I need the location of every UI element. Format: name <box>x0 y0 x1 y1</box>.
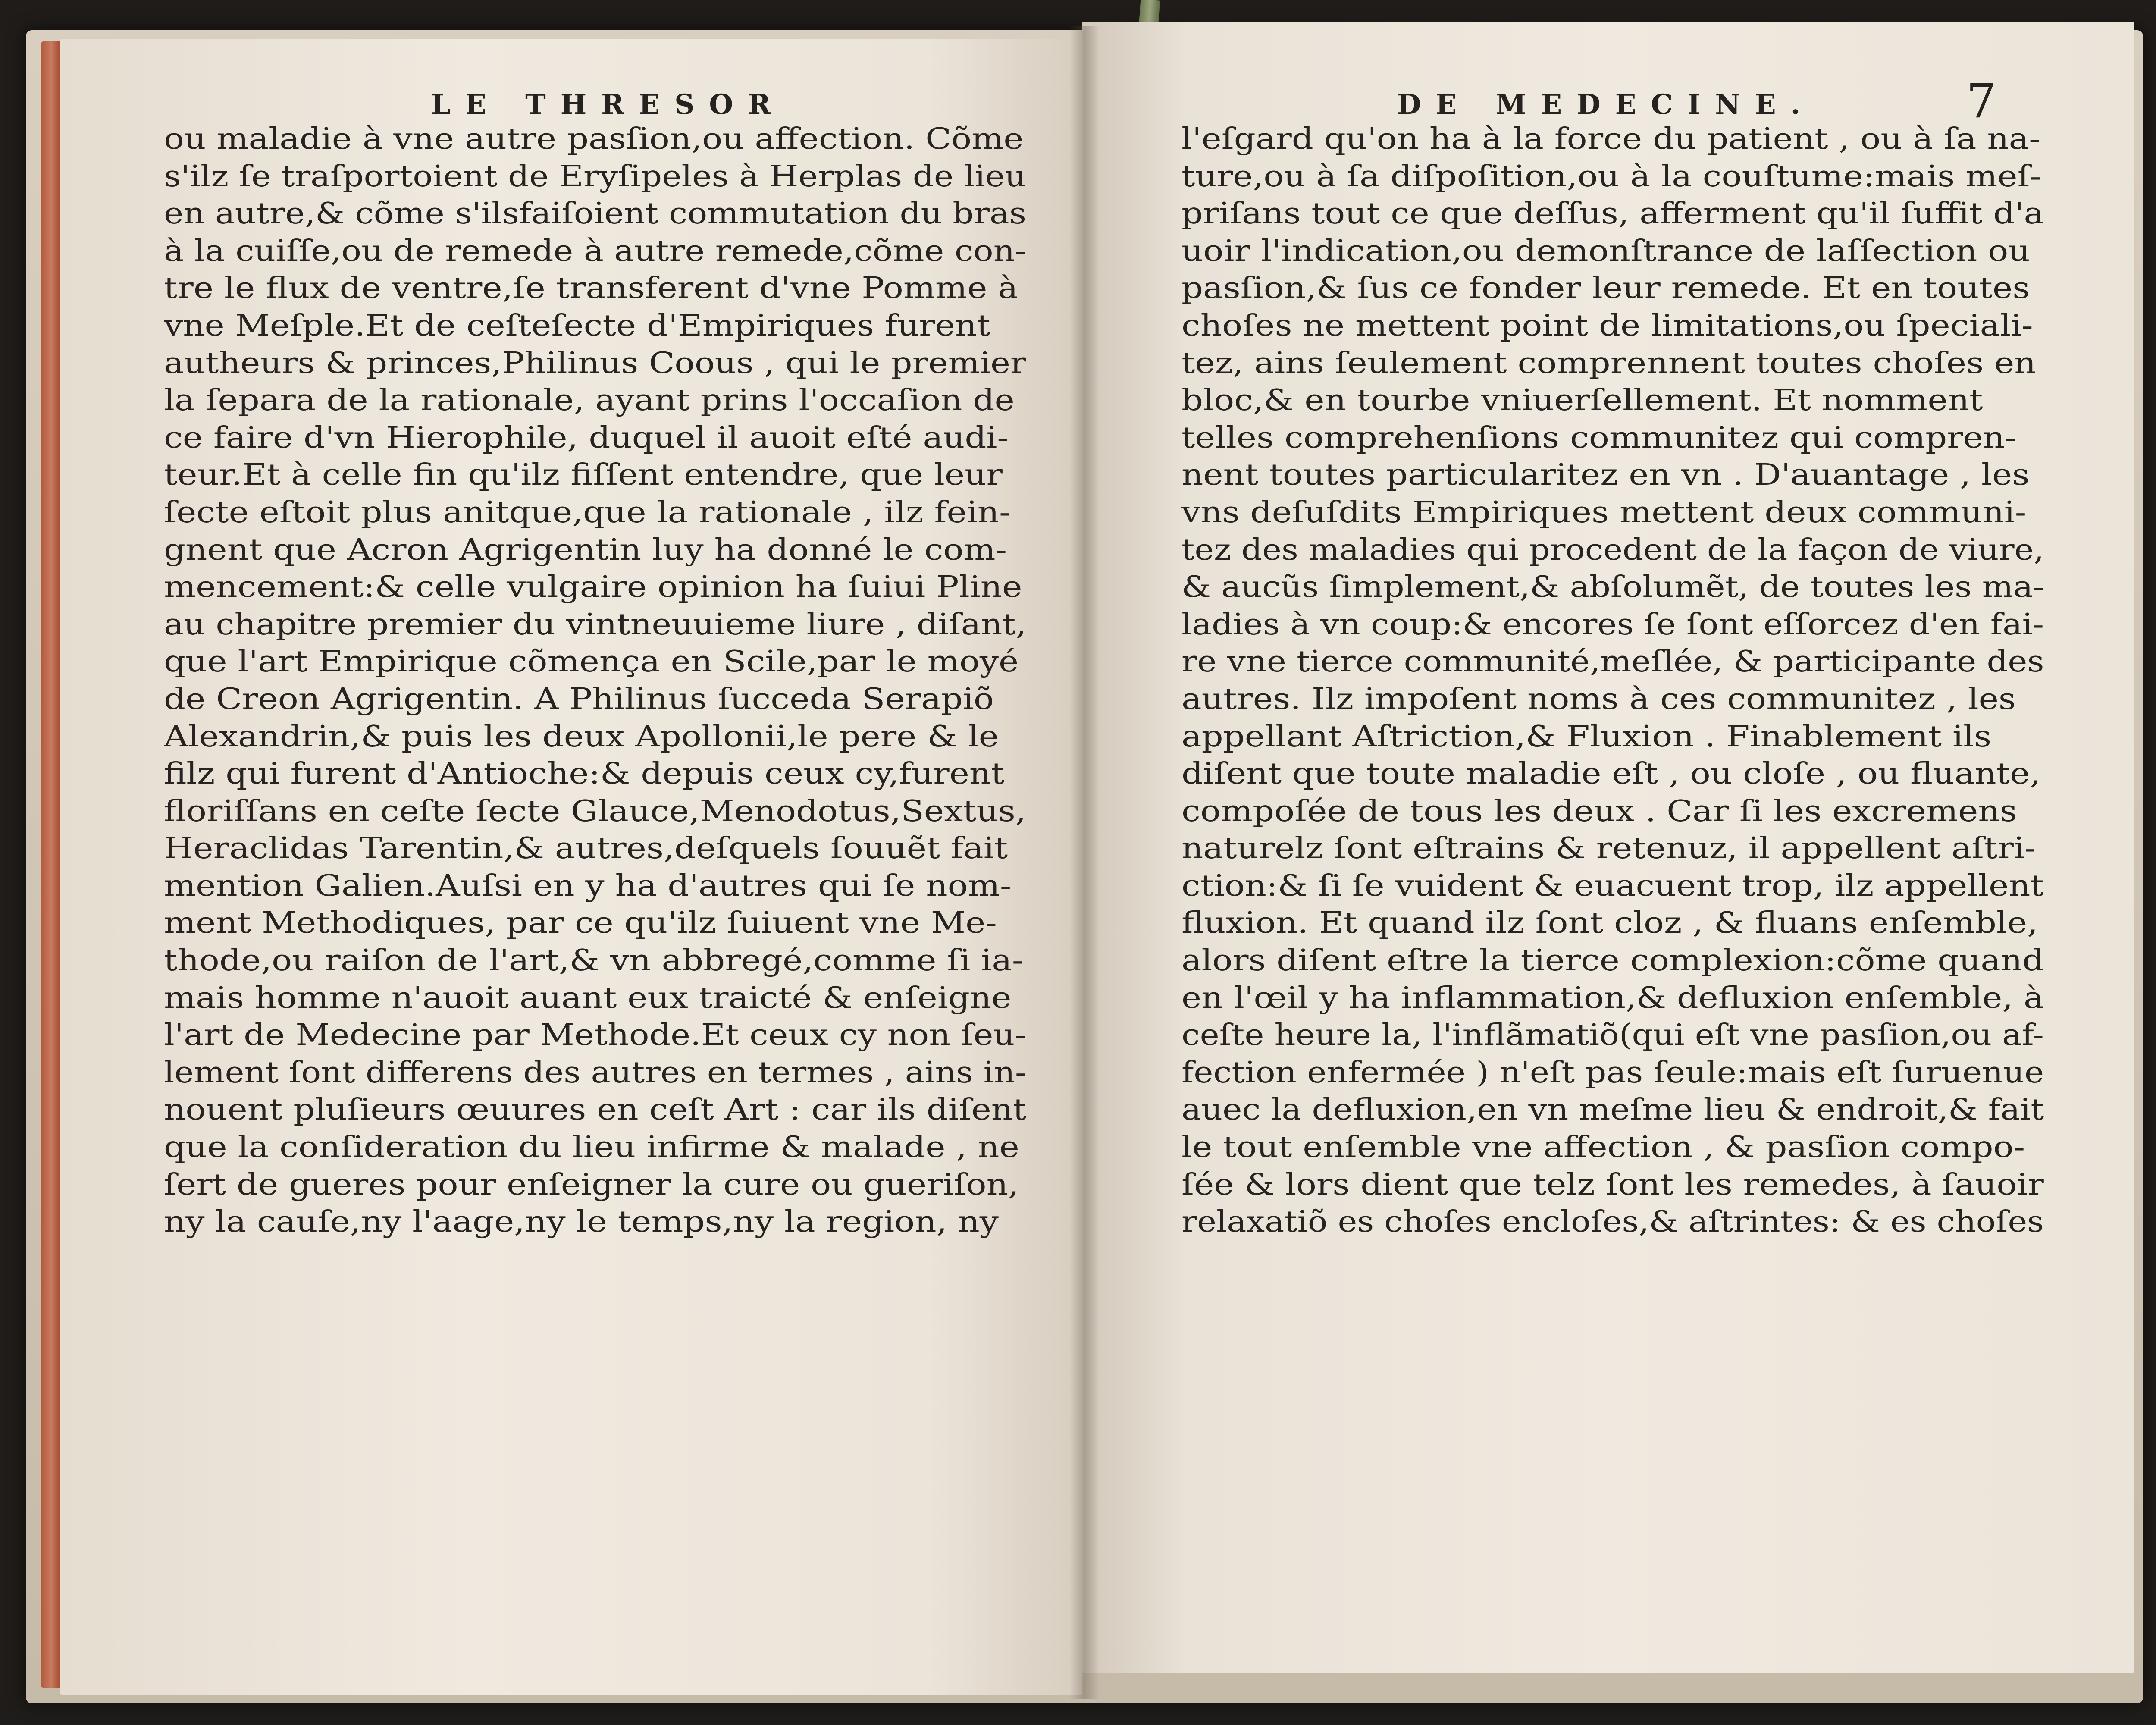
text-line: compoſée de tous les deux . Car ſi les excremens <box>1181 794 2017 828</box>
text-line: ſecte eſtoit plus anitque,que la rationale , ilz fein- <box>164 495 1011 530</box>
text-line: la ſepara de la rationale, ayant prins l'occaſion de <box>164 383 1015 418</box>
text-line: thode,ou raiſon de l'art,& vn abbregé,comme ſi ia- <box>164 944 1024 978</box>
text-line: fection enfermée ) n'eſt pas ſeule:mais eſt ſuruenue <box>1181 1055 2044 1090</box>
text-line: que la conſideration du lieu infirme & malade , ne <box>164 1130 1019 1165</box>
left-running-head: LE THRESOR <box>431 88 786 121</box>
left-page-text <box>164 121 1026 1484</box>
text-line: floriſſans en ceſte ſecte Glauce,Menodotus,Sextus, <box>164 794 1026 828</box>
text-line: à la cuiſſe,ou de remede à autre remede,cõme con- <box>164 234 1026 268</box>
book-gutter <box>1069 26 1100 1699</box>
text-line: gnent que Acron Agrigentin luy ha donné le com- <box>164 533 1007 567</box>
text-line: vne Meſple.Et de ceſteſecte d'Empiriques furent <box>164 308 990 343</box>
text-line: uoir l'indication,ou demonſtrance de laſſection ou <box>1181 234 2030 268</box>
text-line: fluxion. Et quand ilz ſont cloz , & fluans enſemble, <box>1181 906 2038 941</box>
text-line: ceſte heure la, l'inflãmatiõ(qui eſt vne pasſion,ou af- <box>1181 1018 2044 1053</box>
text-line: alors diſent eſtre la tierce complexion:cõme quand <box>1181 944 2044 978</box>
text-line: en autre,& cõme s'ilsfaiſoient commutation du bras <box>164 197 1026 231</box>
text-line: ſée & lors dient que telz ſont les remedes, à ſauoir <box>1181 1167 2044 1202</box>
text-line: mencement:& celle vulgaire opinion ha ſuiui Pline <box>164 570 1022 605</box>
text-line: filz qui furent d'Antioche:& depuis ceux cy,furent <box>164 757 1005 791</box>
text-line: relaxatiõ es choſes encloſes,& aſtrintes: & es choſes <box>1181 1205 2044 1239</box>
text-line: ment Methodiques, par ce qu'ilz ſuiuent vne Me- <box>164 906 997 941</box>
text-line: telles comprehenſions communitez qui compren- <box>1181 420 2016 455</box>
text-line: que l'art Empirique cõmença en Scile,par le moyé <box>164 645 1019 679</box>
text-line: tre le flux de ventre,ſe transferent d'vne Pomme à <box>164 271 1018 306</box>
text-line: ce faire d'vn Hierophile, duquel il auoit eſté audi- <box>164 420 1009 455</box>
text-line: naturelz ſont eſtrains & retenuz, il appellent aſtri- <box>1181 831 2036 866</box>
text-line: tez des maladies qui procedent de la façon de viure, <box>1181 533 2044 567</box>
text-line: ou maladie à vne autre pasſion,ou affection. Cõme <box>164 122 1024 156</box>
text-line: de Creon Agrigentin. A Philinus ſucceda Serapiõ <box>164 682 994 716</box>
right-page-text <box>1181 121 2044 1484</box>
text-line: & aucũs ſimplement,& abſolumẽt, de toutes les ma- <box>1181 570 2044 605</box>
text-line: nouent pluſieurs œuures en ceſt Art : car ils diſent <box>164 1093 1026 1127</box>
text-line: s'ilz ſe traſportoient de Eryſipeles à Herplas de lieu <box>164 159 1026 194</box>
text-line: ladies à vn coup:& encores ſe ſont eſſorcez d'en fai- <box>1181 607 2044 642</box>
right-running-head: DE MEDECINE. <box>1397 88 1815 121</box>
text-line: diſent que toute maladie eſt , ou cloſe , ou fluante, <box>1181 757 2041 791</box>
text-line: lement ſont differens des autres en termes , ains in- <box>164 1055 1026 1090</box>
text-line: mais homme n'auoit auant eux traicté & enſeigne <box>164 981 1012 1015</box>
text-line: ction:& ſi ſe vuident & euacuent trop, ilz appellent <box>1181 869 2044 903</box>
text-line: le tout enſemble vne affection , & pasſion compo- <box>1181 1130 2025 1165</box>
text-line: teur.Et à celle fin qu'ilz fiſſent entendre, que leur <box>164 458 1003 492</box>
text-line: ture,ou à ſa diſpoſition,ou à la couſtume:mais meſ- <box>1181 159 2041 194</box>
text-line: priſans tout ce que deſſus, afferment qu'il ſuffit d'a <box>1181 197 2044 231</box>
text-line: choſes ne mettent point de limitations,ou ſpeciali- <box>1181 308 2033 343</box>
text-line: nent toutes particularitez en vn . D'auantage , les <box>1181 458 2030 492</box>
text-line: Alexandrin,& puis les deux Apollonii,le pere & le <box>164 719 999 754</box>
text-line: mention Galien.Auſsi en y ha d'autres qui ſe nom- <box>164 869 1012 903</box>
text-line: ſert de gueres pour enſeigner la cure ou gueriſon, <box>164 1167 1019 1202</box>
text-line: Heraclidas Tarentin,& autres,deſquels ſouuẽt fait <box>164 831 1008 866</box>
text-line: tez, ains ſeulement comprennent toutes choſes en <box>1181 346 2036 380</box>
text-line: vns deſuſdits Empiriques mettent deux communi- <box>1181 495 2027 530</box>
text-line: appellant Aſtriction,& Fluxion . Finablement ils <box>1181 719 1992 754</box>
text-line: bloc,& en tourbe vniuerſellement. Et nomment <box>1181 383 1983 418</box>
text-line: au chapitre premier du vintneuuieme liure , diſant, <box>164 607 1026 642</box>
text-line: ny la cauſe,ny l'aage,ny le temps,ny la region, ny <box>164 1205 999 1239</box>
text-line: re vne tierce communité,meſlée, & participante des <box>1181 645 2044 679</box>
page-number: 7 <box>1966 73 1996 129</box>
text-line: en l'œil y ha inflammation,& defluxion enſemble, à <box>1181 981 2044 1015</box>
text-line: auec la defluxion,en vn meſme lieu & endroit,& fait <box>1181 1093 2044 1127</box>
text-line: autres. Ilz impoſent noms à ces communitez , les <box>1181 682 2016 716</box>
text-line: l'art de Medecine par Methode.Et ceux cy non ſeu- <box>164 1018 1026 1053</box>
text-line: l'eſgard qu'on ha à la force du patient , ou à ſa na- <box>1181 122 2040 156</box>
text-line: autheurs & princes,Philinus Coous , qui le premier <box>164 346 1026 380</box>
text-line: pasſion,& ſus ce fonder leur remede. Et en toutes <box>1181 271 2030 306</box>
